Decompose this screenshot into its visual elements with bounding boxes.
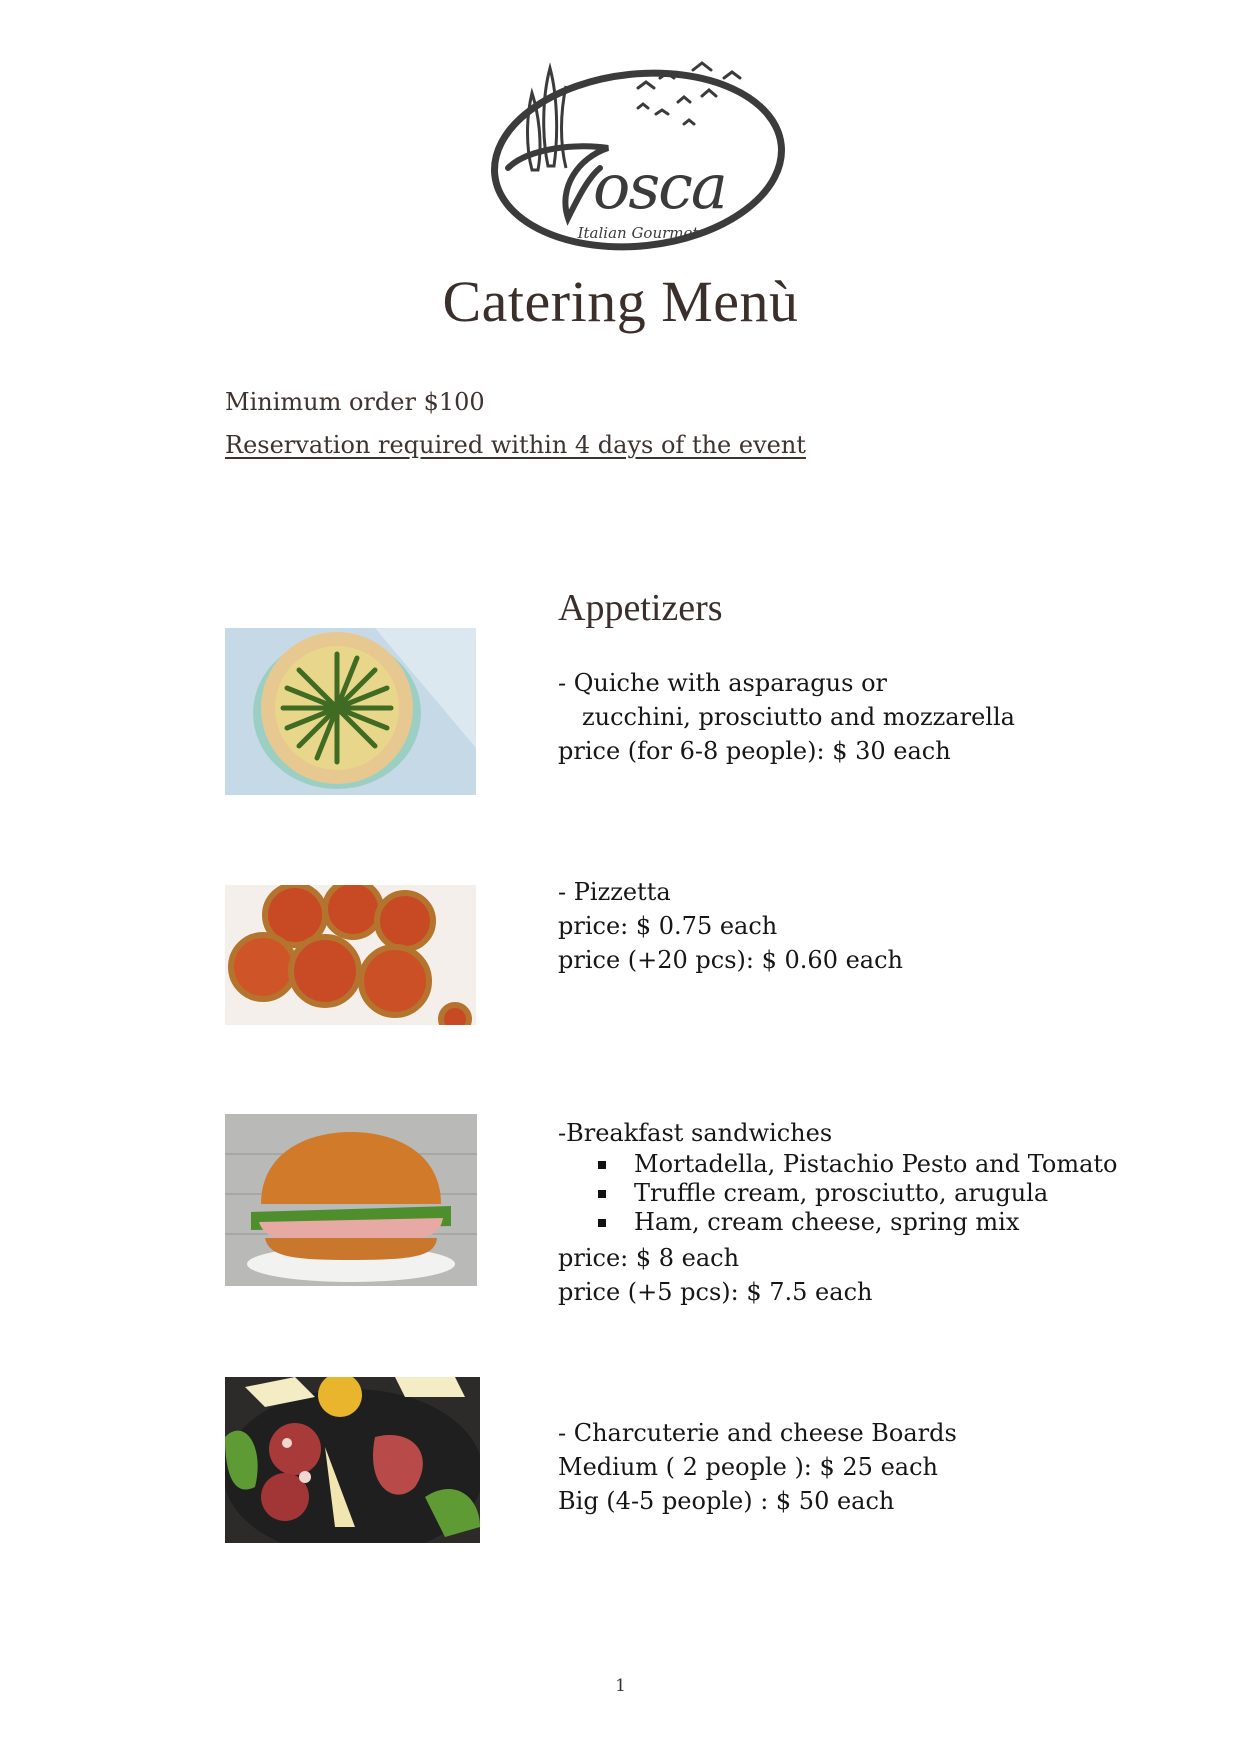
quiche-photo [225, 628, 476, 795]
item-sandwich-bulk-price: price (+5 pcs): $ 7.5 each [558, 1278, 873, 1306]
item-pizzetta-name: - Pizzetta [558, 878, 671, 906]
list-item: Mortadella, Pistachio Pesto and Tomato [598, 1150, 1118, 1179]
pizzetta-photo [225, 885, 476, 1025]
list-item: Truffle cream, prosciutto, arugula [598, 1179, 1118, 1208]
svg-text:Italian Gourmet: Italian Gourmet [577, 224, 699, 242]
item-charcuterie [558, 1416, 957, 1518]
item-sandwich-name: -Breakfast sandwiches [558, 1119, 833, 1147]
item-quiche [558, 666, 1015, 768]
item-breakfast-sandwiches [558, 1116, 1118, 1309]
item-charcuterie-medium-price: Medium ( 2 people ): $ 25 each [558, 1453, 938, 1481]
item-pizzetta [558, 875, 903, 977]
page-number: 1 [615, 1676, 626, 1696]
svg-text:osca: osca [593, 150, 726, 223]
reservation-note: Reservation required within 4 days of the event [225, 431, 806, 459]
tosca-logo [488, 48, 788, 254]
minimum-order-note: Minimum order $100 [225, 388, 485, 416]
item-quiche-name: - Quiche with asparagus or [558, 669, 887, 697]
item-quiche-price: price (for 6-8 people): $ 30 each [558, 737, 951, 765]
charcuterie-photo [225, 1377, 480, 1543]
item-sandwich-price: price: $ 8 each [558, 1244, 740, 1272]
list-item: Ham, cream cheese, spring mix [598, 1208, 1118, 1237]
page-title: Catering Menù [442, 269, 799, 334]
item-quiche-desc: zucchini, prosciutto and mozzarella [582, 703, 1015, 731]
item-pizzetta-bulk-price: price (+20 pcs): $ 0.60 each [558, 946, 903, 974]
item-pizzetta-price: price: $ 0.75 each [558, 912, 778, 940]
sandwich-photo [225, 1114, 477, 1286]
sandwich-options-list [558, 1150, 1118, 1237]
item-charcuterie-big-price: Big (4-5 people) : $ 50 each [558, 1487, 895, 1515]
section-title-appetizers: Appetizers [558, 587, 723, 629]
item-charcuterie-name: - Charcuterie and cheese Boards [558, 1419, 957, 1447]
